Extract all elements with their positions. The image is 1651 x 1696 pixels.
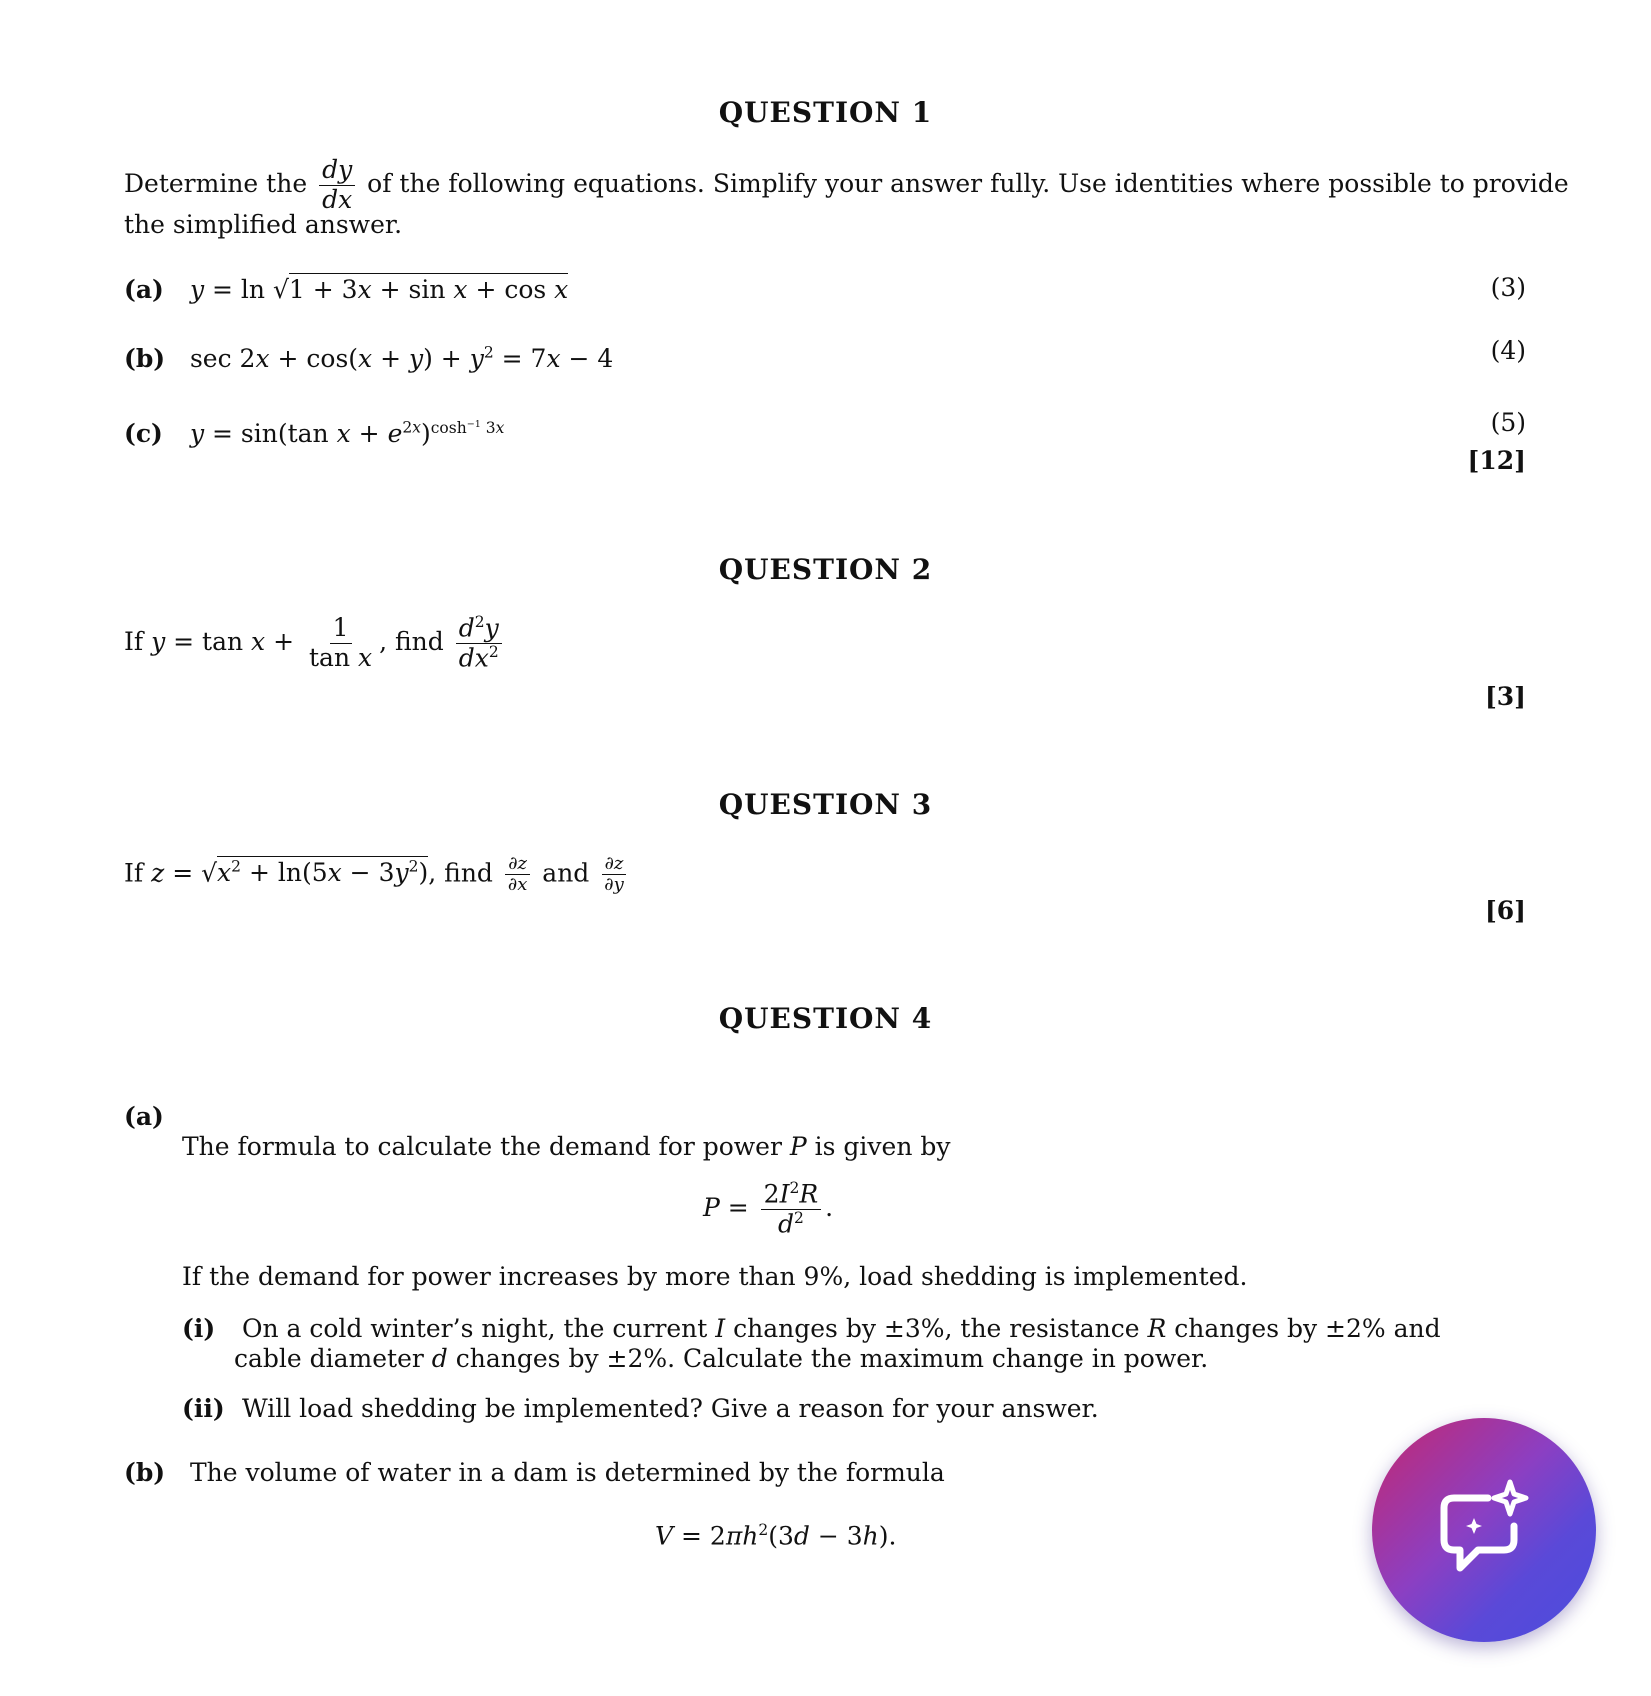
text-segment: Will load shedding be implemented? Give a reason for your answer.: [241, 1394, 1099, 1423]
part-label: (b): [124, 344, 166, 374]
total-marks-q3: [6]: [1484, 896, 1526, 925]
dx-denominator: dx: [322, 184, 353, 214]
question-4-title: QUESTION 4: [718, 1002, 933, 1035]
intro-text-end: of the following equations. Simplify your answer fully. Use identities where possible to provide: [367, 168, 1569, 198]
question-1-intro-line2: the simplified answer.: [124, 210, 403, 239]
question-1a: [124, 273, 568, 307]
question-3-title: QUESTION 3: [718, 788, 933, 821]
subpart-label: (ii): [182, 1394, 225, 1423]
part-label: (c): [124, 419, 163, 449]
subpart-label: (i): [182, 1314, 216, 1343]
intro-text-start: Determine the: [124, 168, 308, 198]
question-4b: [124, 1456, 945, 1490]
d2y-dx2-fraction: $\frac{d^2y}{dx^2}$: [456, 614, 502, 673]
power-intro-start: The formula to calculate the demand for power: [182, 1132, 782, 1161]
question-4a-intro: The formula to calculate the demand for power P is given by: [182, 1132, 951, 1161]
dz-dx-fraction: $\frac{\partial z}{\partial x}$: [505, 854, 530, 896]
dz-dy-fraction: $\frac{\partial z}{\partial y}$: [601, 854, 626, 896]
text-segment: changes by ±2%. Calculate the maximum change in power.: [455, 1344, 1209, 1373]
question-1b: [124, 336, 613, 376]
marks-1c: (5): [1490, 408, 1526, 437]
question-3-body: If $z = √x^2 + \ln(5x - 3y^2)$, find $\frac{\partial z}{\partial x}$ and $\frac{\partial z}{\partial y}$: [124, 850, 631, 896]
ai-chat-button[interactable]: [1372, 1418, 1596, 1642]
total-marks-q2: [3]: [1484, 682, 1526, 711]
total-marks-q1: [12]: [1467, 446, 1526, 475]
question-1-intro: [124, 156, 1569, 215]
text-segment: cable diameter: [234, 1344, 424, 1373]
load-shedding-condition: If the demand for power increases by more than 9%, load shedding is implemented.: [182, 1262, 1248, 1291]
chat-sparkle-icon: [1430, 1476, 1538, 1584]
volume-formula: $V = 2\pi h^2(3d - 3h)$.: [655, 1521, 897, 1551]
question-1c: [124, 408, 504, 451]
question-1-title: QUESTION 1: [718, 96, 933, 129]
equation-1c: y = sin(tan $x + e^{2x})^{cosh^{-1} 3x}$: [189, 419, 505, 449]
equation-1a: y = ln √1 + 3x + sin x + cos x: [189, 275, 569, 304]
dy-numerator: dy: [322, 155, 353, 184]
power-intro-end: is given by: [814, 1132, 951, 1161]
equation-1b: $\sec 2x + \cos(x + y) + y^2 = 7x - 4$: [189, 344, 614, 374]
question-4a-label: (a): [124, 1102, 164, 1131]
text-segment: On a cold winter’s night, the current: [241, 1314, 708, 1343]
dy-dx-fraction: [319, 156, 355, 215]
text-segment: The volume of water in a dam is determined by the formula: [189, 1458, 945, 1487]
power-formula: P = $\frac{2I^2R}{d^2}$ .: [703, 1179, 834, 1239]
power-fraction: $\frac{2I^2R}{d^2}$: [761, 1180, 822, 1239]
marks-1a: (3): [1490, 273, 1526, 302]
one-over-tanx: $\frac{1}{\text{tan x}}$: [309, 613, 373, 673]
question-4a-i: (i) On a cold winter’s night, the current I changes by ±3%, the resistance R changes by ±2% and: [182, 1312, 1441, 1346]
question-2-title: QUESTION 2: [718, 553, 933, 586]
question-4a-i-line2: cable diameter d changes by ±2%. Calculate the maximum change in power.: [234, 1344, 1209, 1373]
marks-1b: (4): [1490, 336, 1526, 365]
part-label: (a): [124, 275, 164, 304]
question-4a-ii: [182, 1392, 1099, 1426]
text-segment: changes by ±3%, the resistance: [733, 1314, 1140, 1343]
question-2-body: If y = tan x + $\frac{1}{\text{tan x}}$ , find $\frac{d^2y}{dx^2}$: [124, 614, 506, 673]
text-segment: changes by ±2% and: [1174, 1314, 1441, 1343]
part-label: (b): [124, 1458, 166, 1487]
